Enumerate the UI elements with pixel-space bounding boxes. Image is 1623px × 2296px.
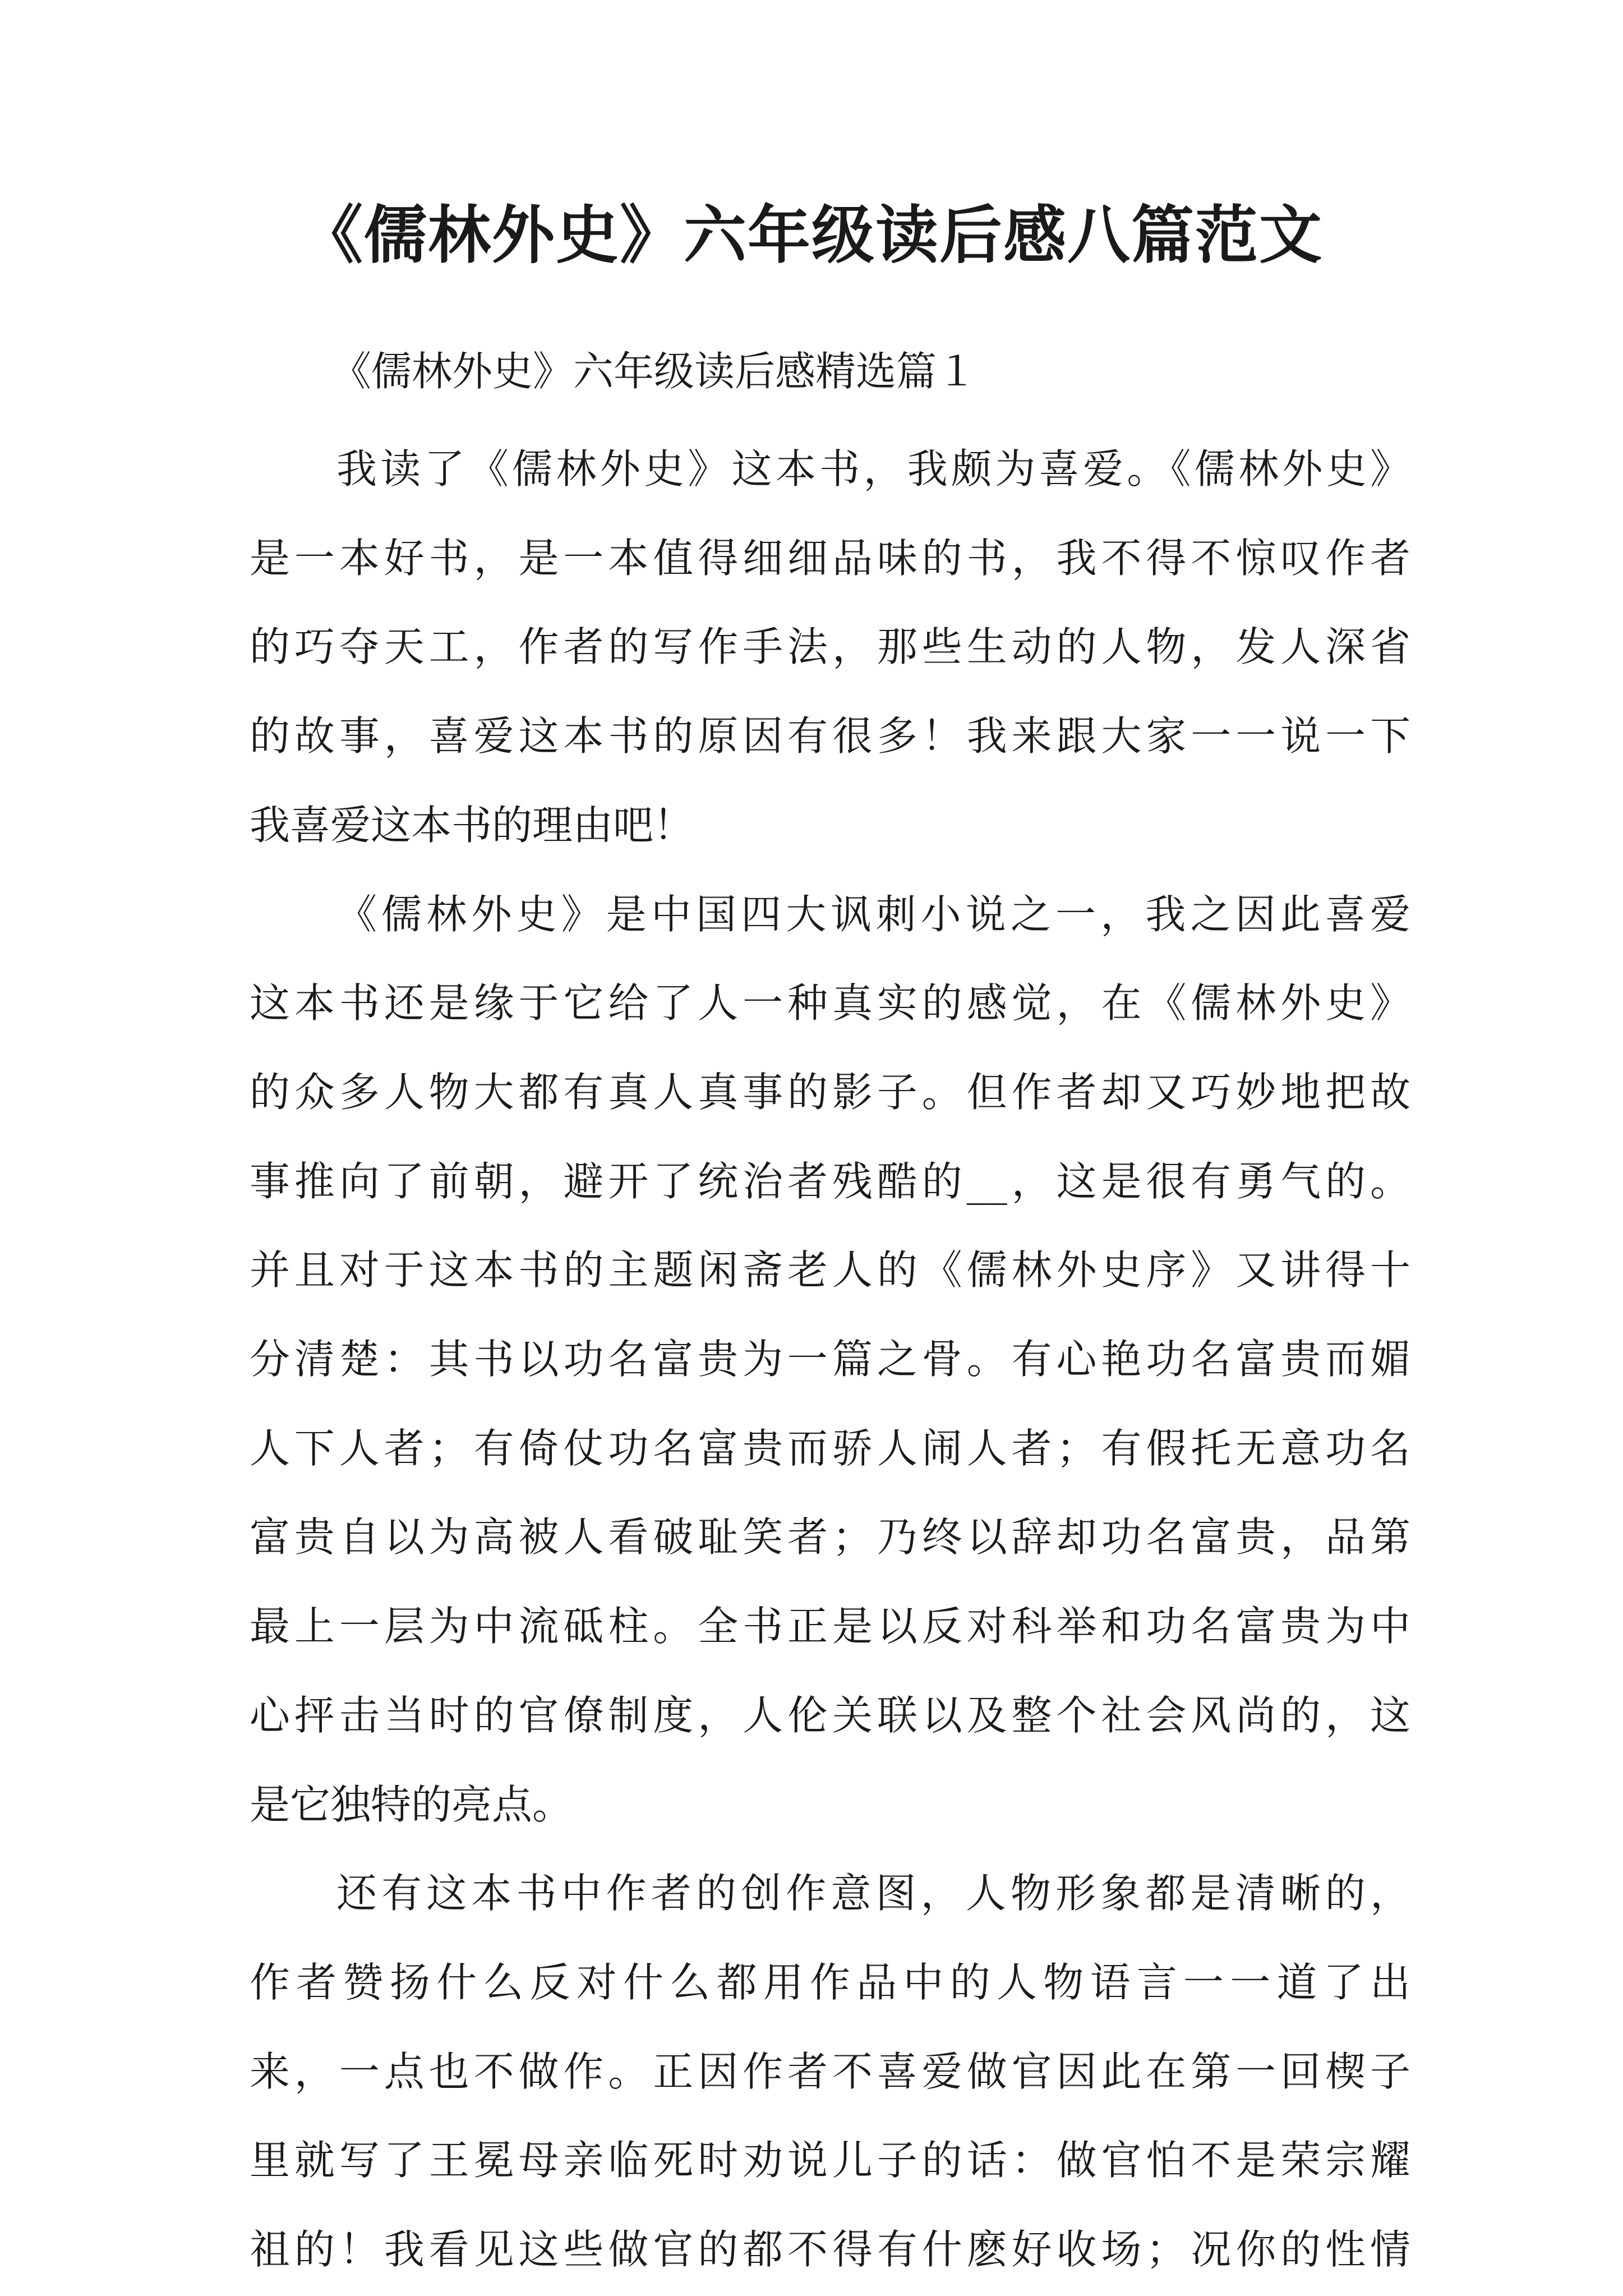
paragraph-line: 最上一层为中流砥柱。全书正是以反对科举和功名富贵为中: [250, 1603, 1410, 1650]
paragraph-line: 祖的！我看见这些做官的都不得有什麽好收场；况你的性情: [250, 2226, 1410, 2273]
paragraph-line: 的众多人物大都有真人真事的影子。但作者却又巧妙地把故: [250, 1069, 1410, 1116]
paragraph-line: 这本书还是缘于它给了人一种真实的感觉，在《儒林外史》: [250, 979, 1410, 1027]
paragraph-line: 《儒林外史》是中国四大讽刺小说之一，我之因此喜爱: [336, 891, 1410, 938]
paragraph-line: 分清楚：其书以功名富贵为一篇之骨。有心艳功名富贵而媚: [250, 1336, 1410, 1383]
paragraph-line: 心抨击当时的官僚制度，人伦关联以及整个社会风尚的，这: [250, 1692, 1410, 1739]
paragraph-line: 作者赞扬什么反对什么都用作品中的人物语言一一道了出: [250, 1959, 1410, 2006]
document-title: 《儒林外史》六年级读后感八篇范文: [300, 199, 1323, 272]
paragraph-line: 并且对于这本书的主题闲斋老人的《儒林外史序》又讲得十: [250, 1246, 1410, 1294]
paragraph-line: 人下人者；有倚仗功名富贵而骄人闹人者；有假托无意功名: [250, 1425, 1410, 1472]
paragraph-line: 里就写了王冕母亲临死时劝说儿子的话：做官怕不是荣宗耀: [250, 2137, 1410, 2184]
paragraph-line: 来，一点也不做作。正因作者不喜爱做官因此在第一回楔子: [250, 2048, 1410, 2095]
paragraph-line: 事推向了前朝，避开了统治者残酷的__，这是很有勇气的。: [250, 1158, 1410, 1205]
paragraph-line: 还有这本书中作者的创作意图，人物形象都是清晰的，: [336, 1870, 1410, 1917]
paragraph-line: 我读了《儒林外史》这本书，我颇为喜爱。《儒林外史》: [336, 445, 1410, 493]
paragraph-line: 的故事，喜爱这本书的原因有很多！我来跟大家一一说一下: [250, 712, 1410, 760]
paragraph-line: 是一本好书，是一本值得细细品味的书，我不得不惊叹作者: [250, 535, 1410, 582]
paragraph-line: 是它独特的亮点。: [250, 1781, 573, 1828]
section-heading: 《儒林外史》六年级读后感精选篇１: [331, 348, 978, 395]
paragraph-line: 富贵自以为高被人看破耻笑者；乃终以辞却功名富贵，品第: [250, 1513, 1410, 1561]
paragraph-line: 的巧夺天工，作者的写作手法，那些生动的人物，发人深省: [250, 623, 1410, 670]
paragraph-line: 我喜爱这本书的理由吧！: [250, 802, 694, 849]
